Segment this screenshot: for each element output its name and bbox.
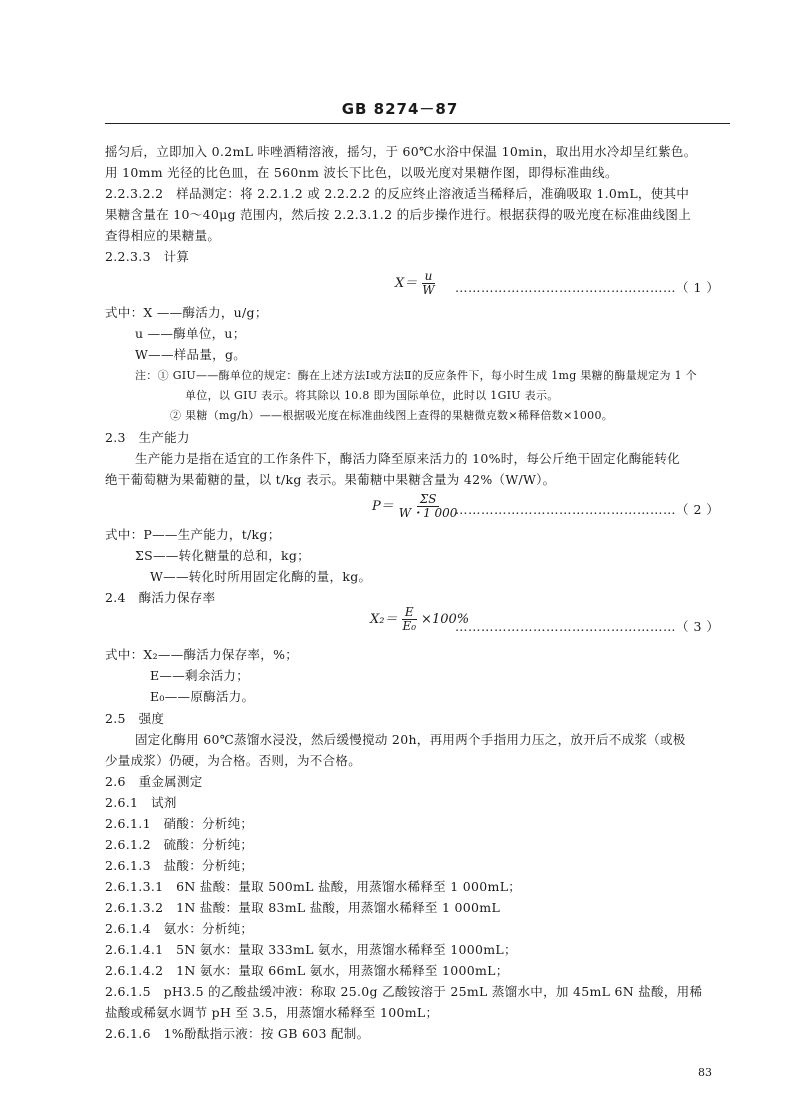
list-item: 盐酸或稀氨水调节 pH 至 3.5，用蒸馏水稀释至 100mL； [105, 1005, 439, 1020]
equation-lhs: X₂＝ [370, 612, 398, 627]
paragraph-line: 生产能力是指在适宜的工作条件下，酶活力降至原来活力的 10%时，每公斤绝干固定化酶能转化 [135, 451, 680, 466]
paragraph-line: 用 10mm 光径的比色皿，在 560nm 波长下比色，以吸光度对果糖作图，即得标准曲线。 [105, 165, 618, 180]
list-item: 2.6.1.2 硫酸：分析纯； [105, 837, 254, 852]
where-line: 式中：P——生产能力，t/kg； [105, 527, 281, 542]
fraction [396, 493, 461, 520]
where-line: E——剩余活力； [150, 668, 250, 683]
paragraph-line: 果糖含量在 10～40μg 范围内，然后按 2.2.3.1.2 的后步操作进行。根据获得的吸光度在标准曲线图上 [105, 207, 691, 222]
list-item: 2.6.1.1 硝酸：分析纯； [105, 816, 254, 831]
fraction-denominator: W・1 000 [398, 506, 458, 520]
equation-lhs: P＝ [372, 499, 394, 514]
equation-number: ……………………………………………（ 1 ） [455, 280, 720, 295]
where-line: u ——酶单位，u； [135, 326, 246, 341]
where-line: 式中：X₂——酶活力保存率，%； [105, 647, 299, 662]
paragraph-line: 2.2.3.2.2 样品测定：将 2.2.1.2 或 2.2.2.2 的反应终止溶液适当稀释后，准确吸取 1.0mL，使其中 [105, 186, 690, 201]
note-line: ② 果糖（mg/h）——根据吸光度在标准曲线图上查得的果糖微克数×稀释倍数×1000。 [170, 409, 614, 422]
list-item: 2.6.1.4 氨水：分析纯； [105, 921, 254, 936]
where-line: W——样品量，g。 [135, 347, 247, 362]
note-line: 注：① GIU——酶单位的规定：酶在上述方法Ⅰ或方法Ⅱ的反应条件下，每小时生成 1mg 果糖的酶量规定为 1 个 [135, 369, 697, 382]
equation-number: ……………………………………………（ 3 ） [455, 619, 720, 634]
list-item: 2.6.1.6 1%酚酞指示液：按 GB 603 配制。 [105, 1026, 370, 1041]
equation-lhs: X＝ [395, 276, 418, 291]
header-rule [105, 123, 730, 124]
list-item: 2.6.1.3 盐酸：分析纯； [105, 858, 254, 873]
section-heading: 2.6.1 试剂 [105, 795, 177, 810]
standard-header: GB 8274－87 [341, 100, 459, 118]
list-item: 2.6.1.4.2 1N 氨水：量取 66mL 氨水，用蒸馏水稀释至 1000mL； [105, 963, 509, 978]
section-heading: 2.3 生产能力 [105, 430, 190, 445]
note-line: 单位，以 GIU 表示。将其除以 10.8 即为国际单位，此时以 1GIU 表示。 [185, 389, 559, 402]
list-item: 2.6.1.3.1 6N 盐酸：量取 500mL 盐酸，用蒸馏水稀释至 1 000mL； [105, 879, 522, 894]
section-heading: 2.5 强度 [105, 711, 165, 726]
fraction-numerator: u [422, 270, 436, 284]
page-number: 83 [698, 1066, 712, 1079]
fraction [399, 606, 419, 633]
paragraph-line: 摇匀后，立即加入 0.2mL 咔唑酒精溶液，摇匀，于 60℃水浴中保温 10min，取出用水冷却呈红紫色。 [105, 144, 697, 159]
paragraph-line: 查得相应的果糖量。 [105, 228, 221, 243]
paragraph-line: 绝干葡萄糖为果葡糖的量，以 t/kg 表示。果葡糖中果糖含量为 42%（W/W）。 [105, 472, 556, 487]
list-item: 2.6.1.4.1 5N 氨水：量取 333mL 氨水，用蒸馏水稀释至 1000mL； [105, 942, 517, 957]
equation-1 [395, 270, 440, 297]
where-line: 式中：X ——酶活力，u/g； [105, 305, 268, 320]
where-line: ΣS——转化糖量的总和，kg； [135, 548, 310, 563]
equation-2 [372, 493, 462, 520]
fraction-numerator: E [402, 606, 417, 620]
list-item: 2.6.1.3.2 1N 盐酸：量取 83mL 盐酸，用蒸馏水稀释至 1 000mL [105, 900, 501, 915]
paragraph-line: 少量成浆）仍硬，为合格。否则，为不合格。 [105, 753, 362, 768]
equation-number: ……………………………………………（ 2 ） [455, 502, 720, 517]
section-heading: 2.4 酶活力保存率 [105, 590, 216, 605]
fraction [419, 270, 437, 297]
fraction-denominator: E₀ [402, 619, 417, 633]
section-heading: 2.6 重金属测定 [105, 774, 203, 789]
where-line: E₀——原酶活力。 [150, 689, 255, 704]
equation-rhs: ×100% [421, 612, 470, 627]
section-heading: 2.2.3.3 计算 [105, 249, 190, 264]
where-line: W——转化时所用固定化酶的量，kg。 [150, 569, 372, 584]
fraction-numerator: ΣS [417, 493, 440, 507]
paragraph-line: 固定化酶用 60℃蒸馏水浸没，然后缓慢搅动 20h，再用两个手指用力压之，放开后不成浆（或极 [135, 732, 686, 747]
list-item: 2.6.1.5 pH3.5 的乙酸盐缓冲液：称取 25.0g 乙酸铵溶于 25mL 蒸馏水中，加 45mL 6N 盐酸，用稀 [105, 984, 703, 999]
fraction-denominator: W [422, 283, 435, 297]
